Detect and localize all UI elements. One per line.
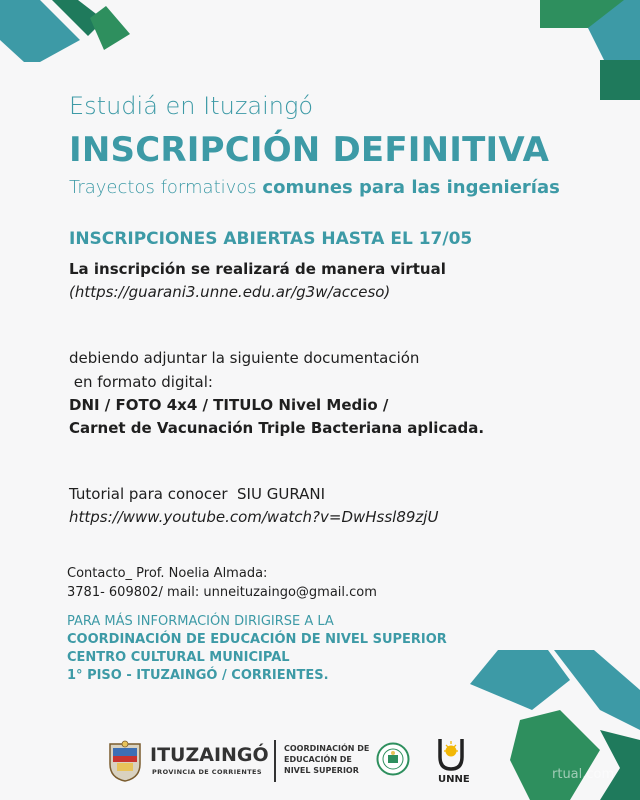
coordination-line-1: COORDINACIÓN DE [284, 744, 370, 753]
contact-line-1: Contacto_ Prof. Noelia Almada: [67, 566, 268, 581]
top-left-chevrons [0, 0, 140, 70]
registration-url[interactable]: (https://guarani3.unne.edu.ar/g3w/acceso) [69, 283, 391, 301]
subtitle [69, 177, 560, 198]
more-info-line-4: 1° PISO - ITUZAINGÓ / CORRIENTES. [67, 668, 329, 683]
virtual-line: La inscripción se realizará de manera virtual [69, 260, 446, 278]
footer-logos [0, 732, 640, 800]
kicker: Estudiá en Ituzaingó [69, 92, 314, 120]
tutorial-label: Tutorial para conocer SIU GURANI [69, 485, 326, 503]
documents-list-1: DNI / FOTO 4x4 / TITULO Nivel Medio / [69, 396, 389, 414]
more-info-line-1: PARA MÁS INFORMACIÓN DIRIGIRSE A LA [67, 614, 334, 629]
page-title: INSCRIPCIÓN DEFINITIVA [69, 130, 550, 170]
ituzaingo-shield-icon [108, 740, 142, 782]
footer-divider [274, 740, 276, 782]
municipality-name: ITUZAINGÓ [150, 744, 269, 766]
documents-intro-2: en formato digital: [69, 373, 213, 391]
subtitle-plain: Trayectos formativos [69, 177, 263, 198]
documents-intro-1: debiendo adjuntar la siguiente documentación [69, 349, 420, 367]
watermark: rtual.com [552, 767, 615, 782]
circular-seal-icon [376, 742, 410, 776]
coordination-line-3: NIVEL SUPERIOR [284, 766, 359, 775]
tutorial-url[interactable]: https://www.youtube.com/watch?v=DwHssl89zjU [69, 508, 439, 526]
coordination-line-2: EDUCACIÓN DE [284, 755, 352, 764]
deadline-heading: INSCRIPCIONES ABIERTAS HASTA EL 17/05 [69, 229, 473, 249]
contact-line-2: 3781- 609802/ mail: unneituzaingo@gmail.com [67, 585, 377, 600]
unne-logo-icon [436, 737, 466, 771]
documents-list-2: Carnet de Vacunación Triple Bacteriana aplicada. [69, 419, 485, 437]
unne-label: UNNE [438, 774, 470, 785]
municipality-subtitle: PROVINCIA DE CORRIENTES [152, 768, 262, 776]
more-info-line-2: COORDINACIÓN DE EDUCACIÓN DE NIVEL SUPERIOR [67, 632, 447, 647]
top-right-shapes [540, 0, 640, 100]
subtitle-bold: comunes para las ingenierías [262, 177, 560, 198]
more-info-line-3: CENTRO CULTURAL MUNICIPAL [67, 650, 290, 665]
